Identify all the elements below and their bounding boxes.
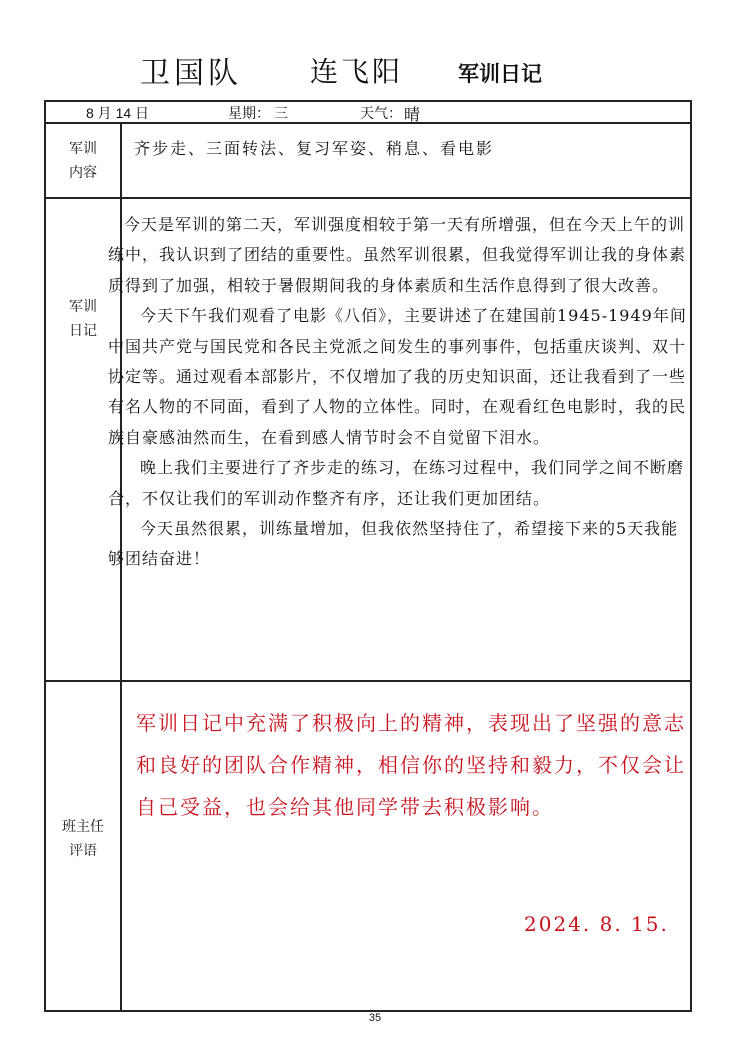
training-content-label: 军训 内容 <box>69 140 97 180</box>
row-divider <box>46 680 690 682</box>
comment-label: 班主任 评语 <box>62 818 104 858</box>
training-content-text: 齐步走、三面转法、复习军姿、稍息、看电影 <box>134 139 495 158</box>
date-row <box>46 102 690 122</box>
weekday-value: 三 <box>274 106 288 122</box>
diary-paragraph: 今天虽然很累，训练量增加，但我依然坚持住了，希望接下来的5天我能够团结奋进！ <box>108 519 679 569</box>
diary-label: 军训 日记 <box>69 298 97 338</box>
diary-paragraph: 今天是军训的第二天，军训强度相较于第一天有所增强，但在今天上午的训练中，我认识到了团结的重要性。虽然军训很累，但我觉得军训让我的身体素质得到了加强，相较于暑假期间我的身体素质和生活作息得到了很大改善。 <box>108 215 687 295</box>
diary-paragraph: 今天下午我们观看了电影《八佰》，主要讲述了在建国前1945-1949年间中国共产党与国民党和各民主党派之间发生的事列事件，包括重庆谈判、双十协定等。通过观看本部影片，不仅增加了我的历史知识面，还让我看到了一些有名人物的不同面，看到了人物的立体性。同时，在观看红色电影时，我的民族自豪感油然而生，在看到感人情节时会不自觉留下泪水。 <box>108 306 687 447</box>
student-name: 连飞阳 <box>310 55 404 88</box>
row-divider <box>46 197 690 199</box>
unit-name: 卫国队 <box>140 56 242 91</box>
diary-text <box>108 210 688 575</box>
diary-form <box>44 100 692 1012</box>
diary-paragraph: 晚上我们主要进行了齐步走的练习，在练习过程中，我们同学之间不断磨合，不仅让我们的军训动作整齐有序，还让我们更加团结。 <box>108 458 685 508</box>
page-number: 35 <box>368 1012 382 1024</box>
weather-value: 晴 <box>404 105 421 124</box>
comment-date: 2024. 8. 15. <box>524 912 669 936</box>
diary-title: 军训日记 <box>458 63 542 86</box>
diary-header <box>140 44 700 92</box>
weekday-label: 星期： <box>228 105 270 121</box>
row-divider <box>46 122 690 124</box>
teacher-comment: 军训日记中充满了积极向上的精神，表现出了坚强的意志和良好的团队合作精神，相信你的坚持和毅力，不仅会让自己受益，也会给其他同学带去积极影响。 <box>136 711 686 819</box>
date-value: 8 月 14 日 <box>86 105 150 121</box>
weather-label: 天气： <box>360 105 402 121</box>
